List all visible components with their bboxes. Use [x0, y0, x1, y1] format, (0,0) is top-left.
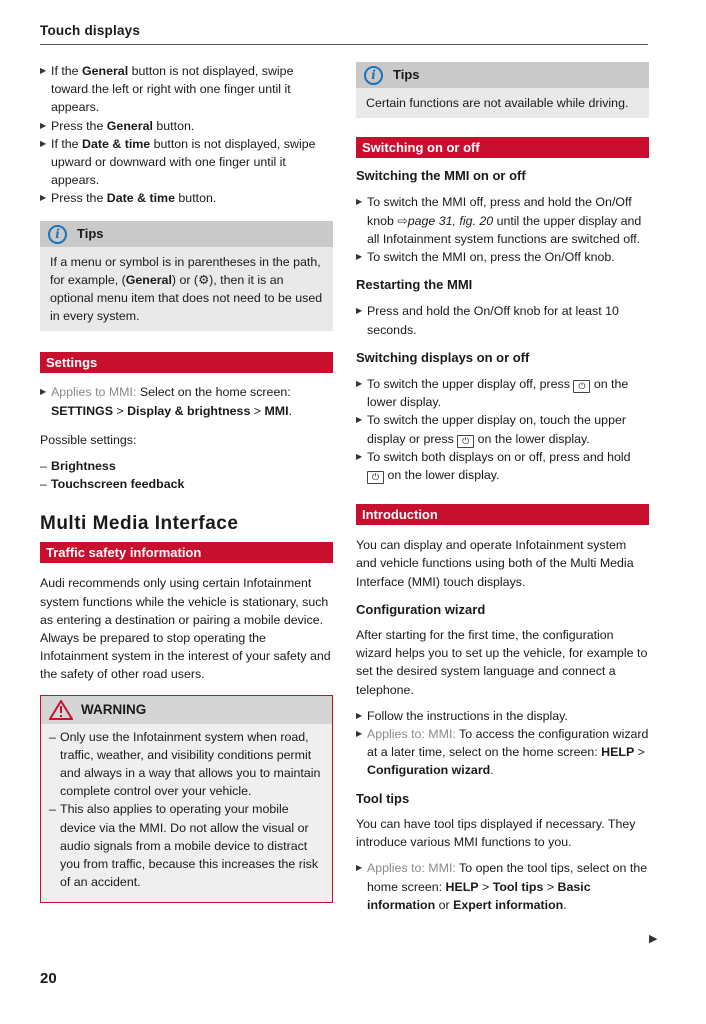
list-item: ▶ If the General button is not displayed, swipe toward the left or right with one finger until it appears.	[40, 64, 294, 115]
bullet-icon: ▶	[40, 138, 47, 148]
page-reference-link[interactable]: page 31, fig. 20	[407, 213, 494, 228]
info-icon: i	[48, 225, 67, 244]
display-power-icon: ⏻	[457, 435, 474, 448]
switching-mmi-subheading: Switching the MMI on or off	[356, 168, 526, 184]
list-item: ▶ Applies to MMI: Select on the home screen: SETTINGS > Display & brightness > MMI.	[40, 385, 293, 418]
tips-title: Tips	[393, 67, 420, 83]
settings-heading: Settings	[40, 352, 333, 373]
page-number: 20	[40, 970, 57, 987]
traffic-safety-heading: Traffic safety information	[40, 542, 333, 563]
warning-box	[40, 695, 333, 903]
list-item: – Touchscreen feedback	[40, 477, 185, 492]
settings-list	[40, 457, 333, 493]
list-item: ▶ Press the Date & time button.	[40, 189, 333, 207]
bullet-icon: ▶	[356, 451, 363, 461]
introduction-text: You can display and operate Infotainment system and vehicle functions using both of the Multi Media Interface (MMI) touch displays.	[356, 538, 634, 589]
list-item: ▶ Follow the instructions in the display.	[356, 707, 649, 725]
list-item: ▶ To switch the MMI on, press the On/Off knob.	[356, 248, 649, 266]
bullet-icon: ▶	[356, 252, 363, 262]
restarting-steps	[356, 302, 649, 338]
configuration-wizard-text: After starting for the first time, the configuration wizard helps you to set up the vehicle, for example to set the desired system language and connect a telephone.	[356, 628, 648, 697]
tips-text: Certain functions are not available while driving.	[366, 96, 629, 110]
bullet-icon: ▶	[356, 379, 363, 389]
left-column	[40, 62, 333, 903]
list-item: ▶ Press and hold the On/Off knob for at least 10 seconds.	[356, 304, 619, 337]
warning-list	[49, 728, 324, 892]
page-section-title: Touch displays	[40, 23, 141, 38]
info-icon: i	[364, 66, 383, 85]
bullet-icon: ▶	[356, 729, 363, 739]
continue-arrow-icon: ▶	[649, 933, 658, 945]
list-item: ▶ Applies to: MMI: To open the tool tips, select on the home screen: HELP > Tool tips > Basic information or Expert information.	[356, 861, 648, 912]
warning-title: WARNING	[81, 701, 147, 717]
list-item: ▶ To switch the upper display on, touch the upper display or press ⏻ on the lower display.	[356, 413, 626, 446]
list-item: ▶ Applies to: MMI: To access the configuration wizard at a later time, select on the home screen: HELP > Configuration wizard.	[356, 727, 649, 778]
display-power-icon: ⏻	[367, 471, 384, 484]
possible-settings-label: Possible settings:	[40, 432, 137, 447]
mmi-heading: Multi Media Interface	[40, 513, 239, 535]
bullet-icon: ▶	[356, 863, 363, 873]
switching-heading: Switching on or off	[356, 137, 649, 158]
bullet-icon: ▶	[40, 387, 47, 397]
bullet-icon: ▶	[356, 197, 363, 207]
list-item: ▶ Press the General button.	[40, 117, 333, 135]
tips-box	[40, 221, 333, 332]
warning-body	[41, 724, 332, 902]
settings-symbol-icon: ⚙	[198, 272, 210, 287]
intro-steps	[40, 62, 333, 208]
warning-triangle-icon	[49, 700, 73, 720]
page-reference-arrow-icon: ⇨	[397, 213, 408, 228]
bullet-icon: ▶	[356, 415, 363, 425]
tips-header	[40, 221, 333, 247]
right-column	[356, 62, 649, 914]
list-item: ▶ To switch the upper display off, press ⏻ on the lower display.	[356, 377, 629, 410]
list-item: – Only use the Infotainment system when road, traffic, weather, and visibility conditions permit and always in a way that allows you to maintain complete control over your vehicle.	[49, 729, 321, 799]
tips-header	[356, 62, 649, 88]
switching-displays-subheading: Switching displays on or off	[356, 349, 530, 365]
display-power-icon: ⏻	[573, 380, 590, 393]
switching-displays-steps	[356, 375, 649, 484]
list-item: – This also applies to operating your mobile device via the MMI. Do not allow the visual or audio signals from a mobile device to distract you from traffic, because this increases the risk of an accident.	[49, 802, 319, 890]
bullet-icon: ▶	[40, 193, 47, 203]
tips-text: If a menu or symbol is in parentheses in the path, for example, (General) or (⚙), then it is an optional menu item that does not need to be used in every system.	[50, 254, 323, 324]
bullet-icon: ▶	[40, 120, 47, 130]
tips-title: Tips	[77, 226, 104, 242]
traffic-safety-text: Audi recommends only using certain Infotainment system functions while the vehicle is stationary, such as entering a destination or pairing a mobile device. Always be prepared to stop operating the Infotainment system in the interest of your safety and the safety of other road users.	[40, 576, 331, 682]
page-header	[40, 22, 648, 45]
bullet-icon: ▶	[356, 306, 363, 316]
list-item: – Brightness	[40, 459, 116, 474]
warning-header	[41, 696, 332, 724]
list-item: ▶ If the Date & time button is not displayed, swipe upward or downward with one finger until it appears.	[40, 136, 316, 188]
list-item: ▶ To switch the MMI off, press and hold the On/Off knob ⇨page 31, fig. 20 until the upper display and all Infotainment system functions are switched off.	[356, 195, 642, 246]
settings-steps	[40, 383, 333, 419]
list-item: ▶ To switch both displays on or off, press and hold ⏻ on the lower display.	[356, 449, 631, 483]
tool-tips-subheading: Tool tips	[356, 790, 410, 806]
introduction-heading: Introduction	[356, 504, 649, 525]
restarting-subheading: Restarting the MMI	[356, 277, 473, 293]
switching-mmi-steps	[356, 193, 649, 266]
configuration-wizard-steps	[356, 707, 649, 780]
bullet-icon: ▶	[356, 710, 363, 720]
tips-box	[356, 62, 649, 118]
configuration-wizard-subheading: Configuration wizard	[356, 601, 486, 617]
tool-tips-steps	[356, 859, 649, 914]
tool-tips-text: You can have tool tips displayed if necessary. They introduce various MMI functions to you.	[356, 816, 636, 850]
bullet-icon: ▶	[40, 66, 47, 75]
